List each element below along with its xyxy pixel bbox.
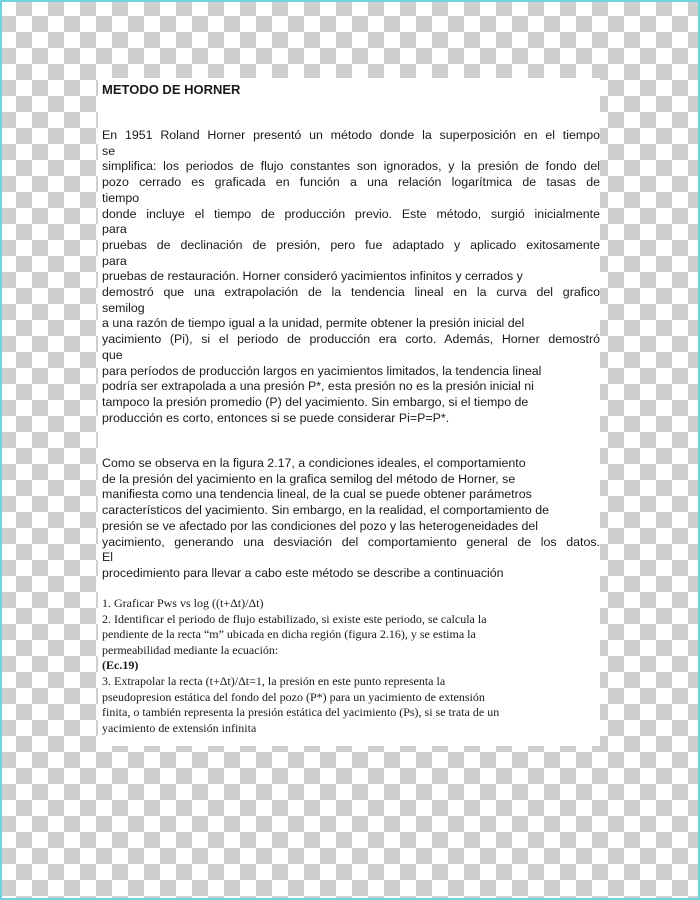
- text-line: pruebas de declinación de presión, pero fue adaptado y aplicado exitosamente: [102, 237, 600, 252]
- text-line: se: [102, 143, 116, 158]
- text-line: El: [102, 550, 114, 565]
- text-line: podría ser extrapolada a una presión P*, esta presión no es la presión inicial ni: [102, 379, 534, 394]
- text-line: tiempo: [102, 190, 140, 205]
- document-page: [98, 78, 600, 746]
- text-line: En 1951 Roland Horner presentó un método donde la superposición en el tiempo: [102, 128, 600, 142]
- step-line: 2. Identificar el periodo de flujo estabilizado, si existe este periodo, se calcula la: [102, 611, 487, 626]
- text-line: para: [102, 222, 127, 237]
- text-line: demostró que una extrapolación de la tendencia lineal en la curva del grafico: [102, 285, 600, 300]
- text-line: producción es corto, entonces si se puede considerar Pi=P=P*.: [102, 410, 450, 425]
- text-line: yacimiento, generando una desviación del comportamiento general de los datos.: [102, 534, 600, 549]
- text-line: semilog: [102, 300, 145, 315]
- document-title: METODO DE HORNER: [102, 82, 241, 97]
- text-line: pruebas de restauración. Horner consideró yacimientos infinitos y cerrados y: [102, 269, 523, 284]
- paragraph-intro: [102, 128, 600, 426]
- step-line: permeabilidad mediante la ecuación:: [102, 642, 279, 657]
- text-line: procedimiento para llevar a cabo este método se describe a continuación: [102, 565, 504, 580]
- text-line: característicos del yacimiento. Sin embargo, en la realidad, el comportamiento de: [102, 503, 549, 518]
- text-line: manifiesta como una tendencia lineal, de la cual se puede obtener parámetros: [102, 487, 532, 502]
- text-line: para períodos de producción largos en yacimientos limitados, la tendencia lineal: [102, 363, 542, 378]
- text-line: a una razón de tiempo igual a la unidad, permite obtener la presión inicial del: [102, 316, 525, 331]
- procedure-steps: [102, 596, 600, 736]
- text-line: tampoco la presión promedio (P) del yacimiento. Sin embargo, si el tiempo de: [102, 394, 529, 409]
- text-line: presión se ve afectado por las condiciones del pozo y las heterogeneidades del: [102, 518, 539, 533]
- paragraph-figure: [102, 456, 600, 582]
- text-line: pozo cerrado es graficada en función a una relación logarítmica de tasas de: [102, 175, 600, 190]
- text-line: yacimiento (Pi), si el periodo de producción era corto. Además, Horner demostró: [102, 332, 600, 347]
- text-line: de la presión del yacimiento en la grafica semilog del método de Horner, se: [102, 471, 516, 486]
- equation-reference: (Ec.19): [102, 658, 139, 673]
- text-line: que: [102, 347, 123, 362]
- text-line: para: [102, 253, 127, 268]
- step-line: pendiente de la recta “m” ubicada en dicha región (figura 2.16), y se estima la: [102, 627, 476, 642]
- text-line: donde incluye el tiempo de producción previo. Este método, surgió inicialmente: [102, 206, 600, 221]
- step-line: finita, o también representa la presión estática del yacimiento (Ps), si se trata de un: [102, 705, 500, 720]
- step-line: yacimiento de extensión infinita: [102, 720, 257, 735]
- text-line: simplifica: los periodos de flujo constantes son ignorados, y la presión de fondo del: [102, 159, 600, 174]
- text-line: Como se observa en la figura 2.17, a condiciones ideales, el comportamiento: [102, 456, 526, 470]
- step-line: pseudopresion estática del fondo del pozo (P*) para un yacimiento de extensión: [102, 689, 485, 704]
- step-line: 3. Extrapolar la recta (t+Δt)/Δt=1, la presión en este punto representa la: [102, 673, 446, 688]
- step-line: 1. Graficar Pws vs log ((t+Δt)/Δt): [102, 596, 264, 610]
